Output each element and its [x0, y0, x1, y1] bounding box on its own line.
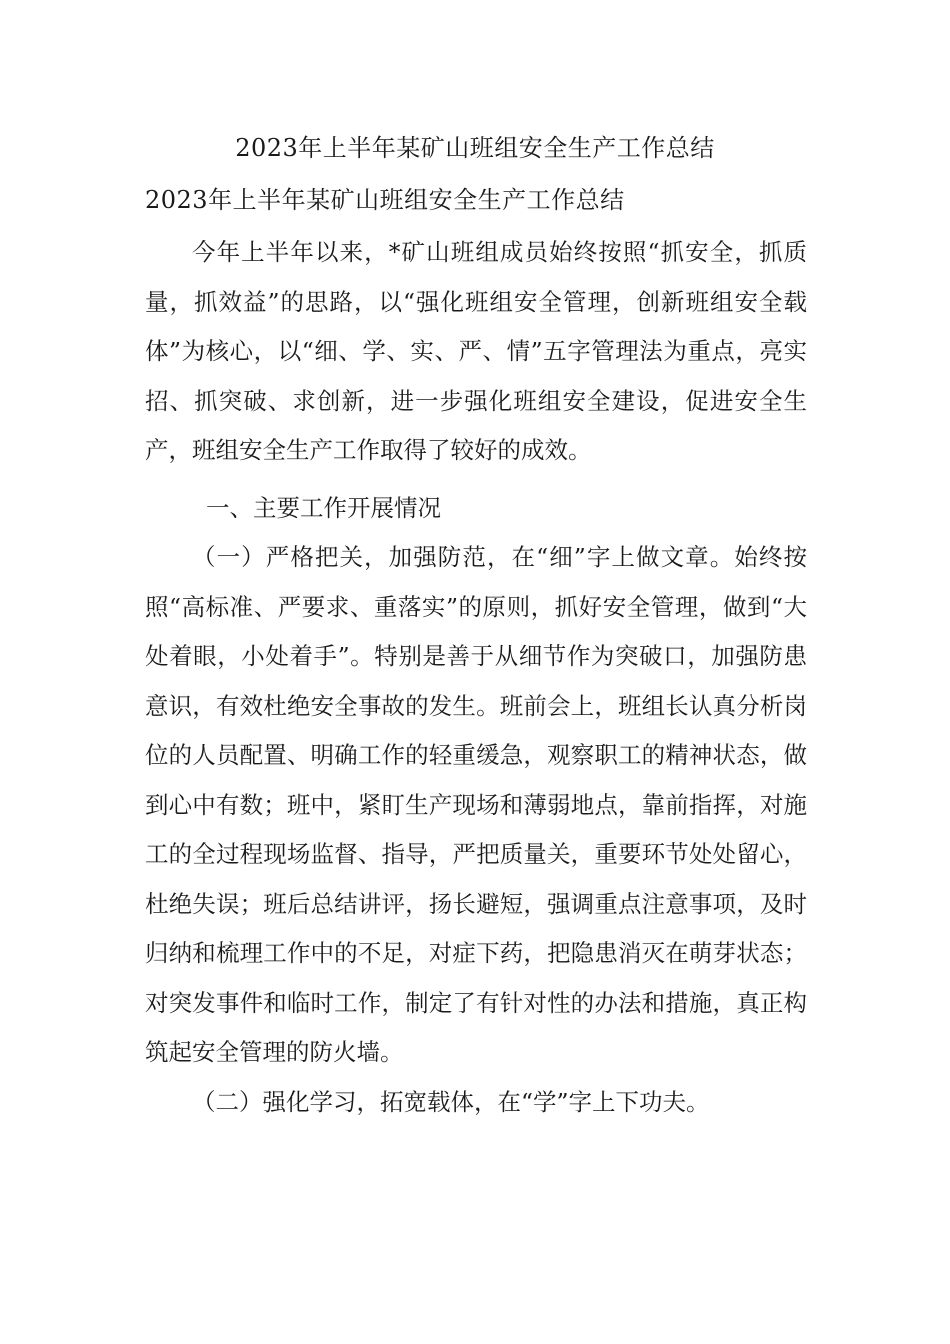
section-heading: 一、主要工作开展情况 [206, 493, 441, 522]
document-title-centered: 2023年上半年某矿山班组安全生产工作总结 [235, 134, 715, 162]
document-title-repeated: 2023年上半年某矿山班组安全生产工作总结 [145, 186, 625, 214]
section-2-paragraph: （二）强化学习，拓宽载体，在“学”字上下功夫。 [192, 1087, 710, 1116]
section-1-paragraph: （一）严格把关，加强防范，在“细”字上做文章。始终按照“高标准、严要求、重落实”的原则，抓好安全管理，做到“大处着眼，小处着手”。特别是善于从细节作为突破口，加强防患意识，有效杜绝安全事故的发生。班前会上，班组长认真分析岗位的人员配置、明确工作的轻重缓急，观察职工的精神状态，做到心中有数；班中，紧盯生产现场和薄弱地点，靠前指挥，对施工的全过程现场监督、指导，严把质量关，重要环节处处留心，杜绝失误；班后总结讲评，扬长避短，强调重点注意事项，及时归纳和梳理工作中的不足，对症下药，把隐患消灭在萌芽状态；对突发事件和临时工作，制定了有针对性的办法和措施，真正构筑起安全管理的防火墙。 [145, 543, 807, 1066]
intro-paragraph: 今年上半年以来，*矿山班组成员始终按照“抓安全，抓质量，抓效益”的思路，以“强化班组安全管理，创新班组安全载体”为核心，以“细、学、实、严、情”五字管理法为重点，亮实招、抓突破、求创新，进一步强化班组安全建设，促进安全生产，班组安全生产工作取得了较好的成效。 [145, 238, 807, 464]
document-body [145, 228, 807, 1127]
